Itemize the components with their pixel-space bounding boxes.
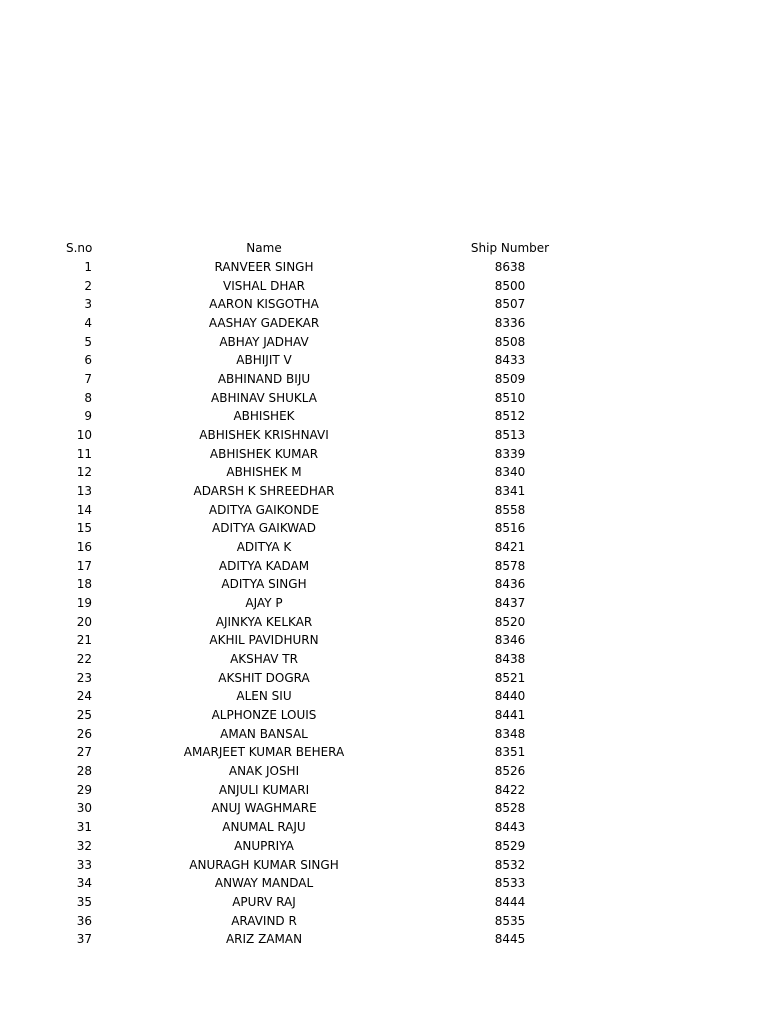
cell-ship-number: 8351: [494, 745, 526, 760]
cell-name: ARIZ ZAMAN: [225, 932, 303, 947]
table-row: [0, 519, 768, 538]
cell-ship-number: 8438: [494, 652, 526, 667]
cell-sno: 32: [76, 838, 92, 853]
cell-ship-number: 8529: [494, 838, 526, 853]
cell-ship-number: 8433: [494, 353, 526, 368]
empty-cell: [624, 874, 768, 893]
empty-cell: [624, 668, 768, 687]
table-row: [0, 500, 768, 519]
cell-sno: 26: [76, 726, 92, 741]
empty-cell: [624, 444, 768, 463]
table-row: [0, 388, 768, 407]
empty-cell: [624, 594, 768, 613]
table-row: [0, 911, 768, 930]
empty-cell: [624, 426, 768, 445]
empty-cell: [624, 538, 768, 557]
cell-name: ALEN SIU: [236, 689, 292, 704]
table-row: [0, 407, 768, 426]
cell-name: ABHAY JADHAV: [219, 334, 309, 349]
empty-cell: [624, 463, 768, 482]
cell-name: AMAN BANSAL: [220, 726, 308, 741]
table-row: [0, 762, 768, 781]
cell-sno: 28: [76, 764, 92, 779]
table-row: [0, 818, 768, 837]
cell-name: ANWAY MANDAL: [214, 876, 314, 891]
cell-sno: 24: [76, 689, 92, 704]
cell-ship-number: 8341: [494, 484, 526, 499]
cell-ship-number: 8444: [494, 894, 526, 909]
ship-number-table: [0, 239, 768, 949]
column-header-sno: S.no: [66, 241, 93, 256]
cell-sno: 20: [76, 614, 92, 629]
table-row: [0, 594, 768, 613]
table-row: [0, 930, 768, 949]
table-row: [0, 276, 768, 295]
empty-cell: [624, 388, 768, 407]
cell-sno: 25: [76, 708, 92, 723]
empty-cell: [624, 519, 768, 538]
cell-sno: 14: [76, 502, 92, 517]
cell-name: ADITYA GAIKWAD: [212, 521, 316, 536]
cell-name: ALPHONZE LOUIS: [211, 708, 317, 723]
table-row: [0, 538, 768, 557]
empty-cell: [624, 612, 768, 631]
table-body: [0, 258, 768, 949]
empty-cell: [624, 799, 768, 818]
cell-name: ADITYA K: [236, 540, 292, 555]
empty-cell: [624, 258, 768, 277]
empty-cell: [624, 855, 768, 874]
cell-name: ADITYA GAIKONDE: [208, 502, 320, 517]
empty-cell: [624, 706, 768, 725]
empty-cell: [624, 351, 768, 370]
table-row: [0, 780, 768, 799]
empty-cell: [624, 762, 768, 781]
table-row: [0, 837, 768, 856]
table-row: [0, 575, 768, 594]
table-row: [0, 258, 768, 277]
empty-cell: [624, 500, 768, 519]
cell-name: ABHINAND BIJU: [217, 372, 311, 387]
cell-name: ABHISHEK M: [226, 465, 302, 480]
cell-name: AJAY P: [245, 596, 283, 611]
cell-name: ANUPRIYA: [234, 838, 294, 853]
cell-ship-number: 8421: [494, 540, 526, 555]
cell-name: AMARJEET KUMAR BEHERA: [183, 745, 345, 760]
empty-cell: [624, 332, 768, 351]
cell-sno: 29: [76, 782, 92, 797]
cell-name: ABHINAV SHUKLA: [211, 390, 317, 405]
empty-cell: [624, 407, 768, 426]
empty-cell: [624, 276, 768, 295]
cell-name: ADITYA SINGH: [221, 577, 307, 592]
table-row: [0, 426, 768, 445]
empty-cell: [624, 575, 768, 594]
cell-name: AKHIL PAVIDHURN: [209, 633, 319, 648]
table-row: [0, 687, 768, 706]
empty-header-cell: [624, 239, 768, 258]
cell-sno: 11: [76, 446, 92, 461]
empty-cell: [624, 687, 768, 706]
table-row: [0, 668, 768, 687]
empty-cell: [624, 818, 768, 837]
cell-sno: 10: [76, 428, 92, 443]
cell-name: VISHAL DHAR: [223, 278, 305, 293]
cell-name: ABHISHEK KRISHNAVI: [199, 428, 329, 443]
cell-ship-number: 8532: [494, 857, 526, 872]
cell-ship-number: 8441: [494, 708, 526, 723]
table-row: [0, 612, 768, 631]
cell-ship-number: 8346: [494, 633, 526, 648]
cell-name: ANJULI KUMARI: [218, 782, 310, 797]
cell-ship-number: 8521: [494, 670, 526, 685]
cell-sno: 3: [84, 297, 92, 312]
cell-ship-number: 8443: [494, 820, 526, 835]
cell-sno: 17: [76, 558, 92, 573]
empty-cell: [624, 556, 768, 575]
empty-cell: [624, 780, 768, 799]
cell-ship-number: 8526: [494, 764, 526, 779]
cell-name: ADITYA KADAM: [218, 558, 310, 573]
cell-ship-number: 8340: [494, 465, 526, 480]
cell-ship-number: 8558: [494, 502, 526, 517]
cell-sno: 6: [84, 353, 92, 368]
cell-sno: 18: [76, 577, 92, 592]
cell-ship-number: 8436: [494, 577, 526, 592]
cell-ship-number: 8528: [494, 801, 526, 816]
cell-name: ABHISHEK: [233, 409, 295, 424]
table-row: [0, 314, 768, 333]
cell-ship-number: 8339: [494, 446, 526, 461]
cell-ship-number: 8516: [494, 521, 526, 536]
cell-sno: 22: [76, 652, 92, 667]
cell-ship-number: 8437: [494, 596, 526, 611]
cell-sno: 2: [84, 278, 92, 293]
cell-ship-number: 8500: [494, 278, 526, 293]
column-header-name: Name: [246, 241, 282, 256]
empty-cell: [624, 295, 768, 314]
cell-name: ABHISHEK KUMAR: [209, 446, 319, 461]
cell-sno: 23: [76, 670, 92, 685]
table-row: [0, 332, 768, 351]
cell-sno: 12: [76, 465, 92, 480]
empty-cell: [624, 482, 768, 501]
cell-name: ANUJ WAGHMARE: [211, 801, 317, 816]
table-row: [0, 482, 768, 501]
cell-ship-number: 8535: [494, 913, 526, 928]
cell-sno: 35: [76, 894, 92, 909]
cell-sno: 31: [76, 820, 92, 835]
empty-cell: [624, 893, 768, 912]
table-row: [0, 295, 768, 314]
table-row: [0, 351, 768, 370]
table-row: [0, 855, 768, 874]
cell-ship-number: 8440: [494, 689, 526, 704]
cell-sno: 27: [76, 745, 92, 760]
cell-ship-number: 8348: [494, 726, 526, 741]
cell-ship-number: 8638: [494, 260, 526, 274]
cell-sno: 1: [84, 260, 92, 274]
table-row: [0, 463, 768, 482]
cell-name: ANUMAL RAJU: [222, 820, 306, 835]
table-header-row: [0, 239, 768, 258]
cell-ship-number: 8513: [494, 428, 526, 443]
cell-ship-number: 8512: [494, 409, 526, 424]
cell-name: AKSHAV TR: [230, 652, 298, 667]
cell-sno: 15: [76, 521, 92, 536]
cell-sno: 7: [84, 372, 92, 387]
table-row: [0, 444, 768, 463]
cell-sno: 30: [76, 801, 92, 816]
table-row: [0, 556, 768, 575]
cell-ship-number: 8520: [494, 614, 526, 629]
cell-sno: 33: [76, 857, 92, 872]
cell-name: AASHAY GADEKAR: [208, 316, 320, 331]
cell-sno: 16: [76, 540, 92, 555]
cell-sno: 34: [76, 876, 92, 891]
cell-ship-number: 8507: [494, 297, 526, 312]
empty-cell: [624, 724, 768, 743]
cell-ship-number: 8445: [494, 932, 526, 947]
cell-sno: 13: [76, 484, 92, 499]
table-row: [0, 706, 768, 725]
cell-sno: 5: [84, 334, 92, 349]
empty-cell: [624, 837, 768, 856]
cell-name: ANAK JOSHI: [228, 764, 300, 779]
empty-cell: [624, 911, 768, 930]
empty-cell: [624, 631, 768, 650]
empty-cell: [624, 930, 768, 949]
table-row: [0, 650, 768, 669]
cell-name: ABHIJIT V: [236, 353, 292, 368]
cell-name: APURV RAJ: [232, 894, 296, 909]
empty-cell: [624, 314, 768, 333]
cell-ship-number: 8422: [494, 782, 526, 797]
cell-name: AJINKYA KELKAR: [215, 614, 313, 629]
column-header-ship-number: Ship Number: [470, 241, 550, 256]
table-row: [0, 893, 768, 912]
table-row: [0, 631, 768, 650]
cell-name: AARON KISGOTHA: [209, 297, 319, 312]
table-row: [0, 874, 768, 893]
cell-sno: 4: [84, 316, 92, 331]
empty-cell: [624, 650, 768, 669]
empty-cell: [624, 370, 768, 389]
table-row: [0, 799, 768, 818]
cell-ship-number: 8508: [494, 334, 526, 349]
cell-ship-number: 8533: [494, 876, 526, 891]
cell-name: ARAVIND R: [231, 913, 297, 928]
table-row: [0, 370, 768, 389]
cell-sno: 19: [76, 596, 92, 611]
cell-name: ANURAGH KUMAR SINGH: [189, 857, 339, 872]
cell-ship-number: 8578: [494, 558, 526, 573]
empty-cell: [624, 743, 768, 762]
cell-ship-number: 8336: [494, 316, 526, 331]
cell-name: AKSHIT DOGRA: [218, 670, 310, 685]
table-row: [0, 743, 768, 762]
cell-ship-number: 8509: [494, 372, 526, 387]
cell-ship-number: 8510: [494, 390, 526, 405]
table-row: [0, 724, 768, 743]
cell-sno: 9: [84, 409, 92, 424]
cell-sno: 21: [76, 633, 92, 648]
cell-sno: 36: [76, 913, 92, 928]
cell-sno: 8: [84, 390, 92, 405]
cell-name: ADARSH K SHREEDHAR: [193, 484, 335, 499]
cell-name: RANVEER SINGH: [214, 260, 314, 274]
cell-sno: 37: [76, 932, 92, 947]
